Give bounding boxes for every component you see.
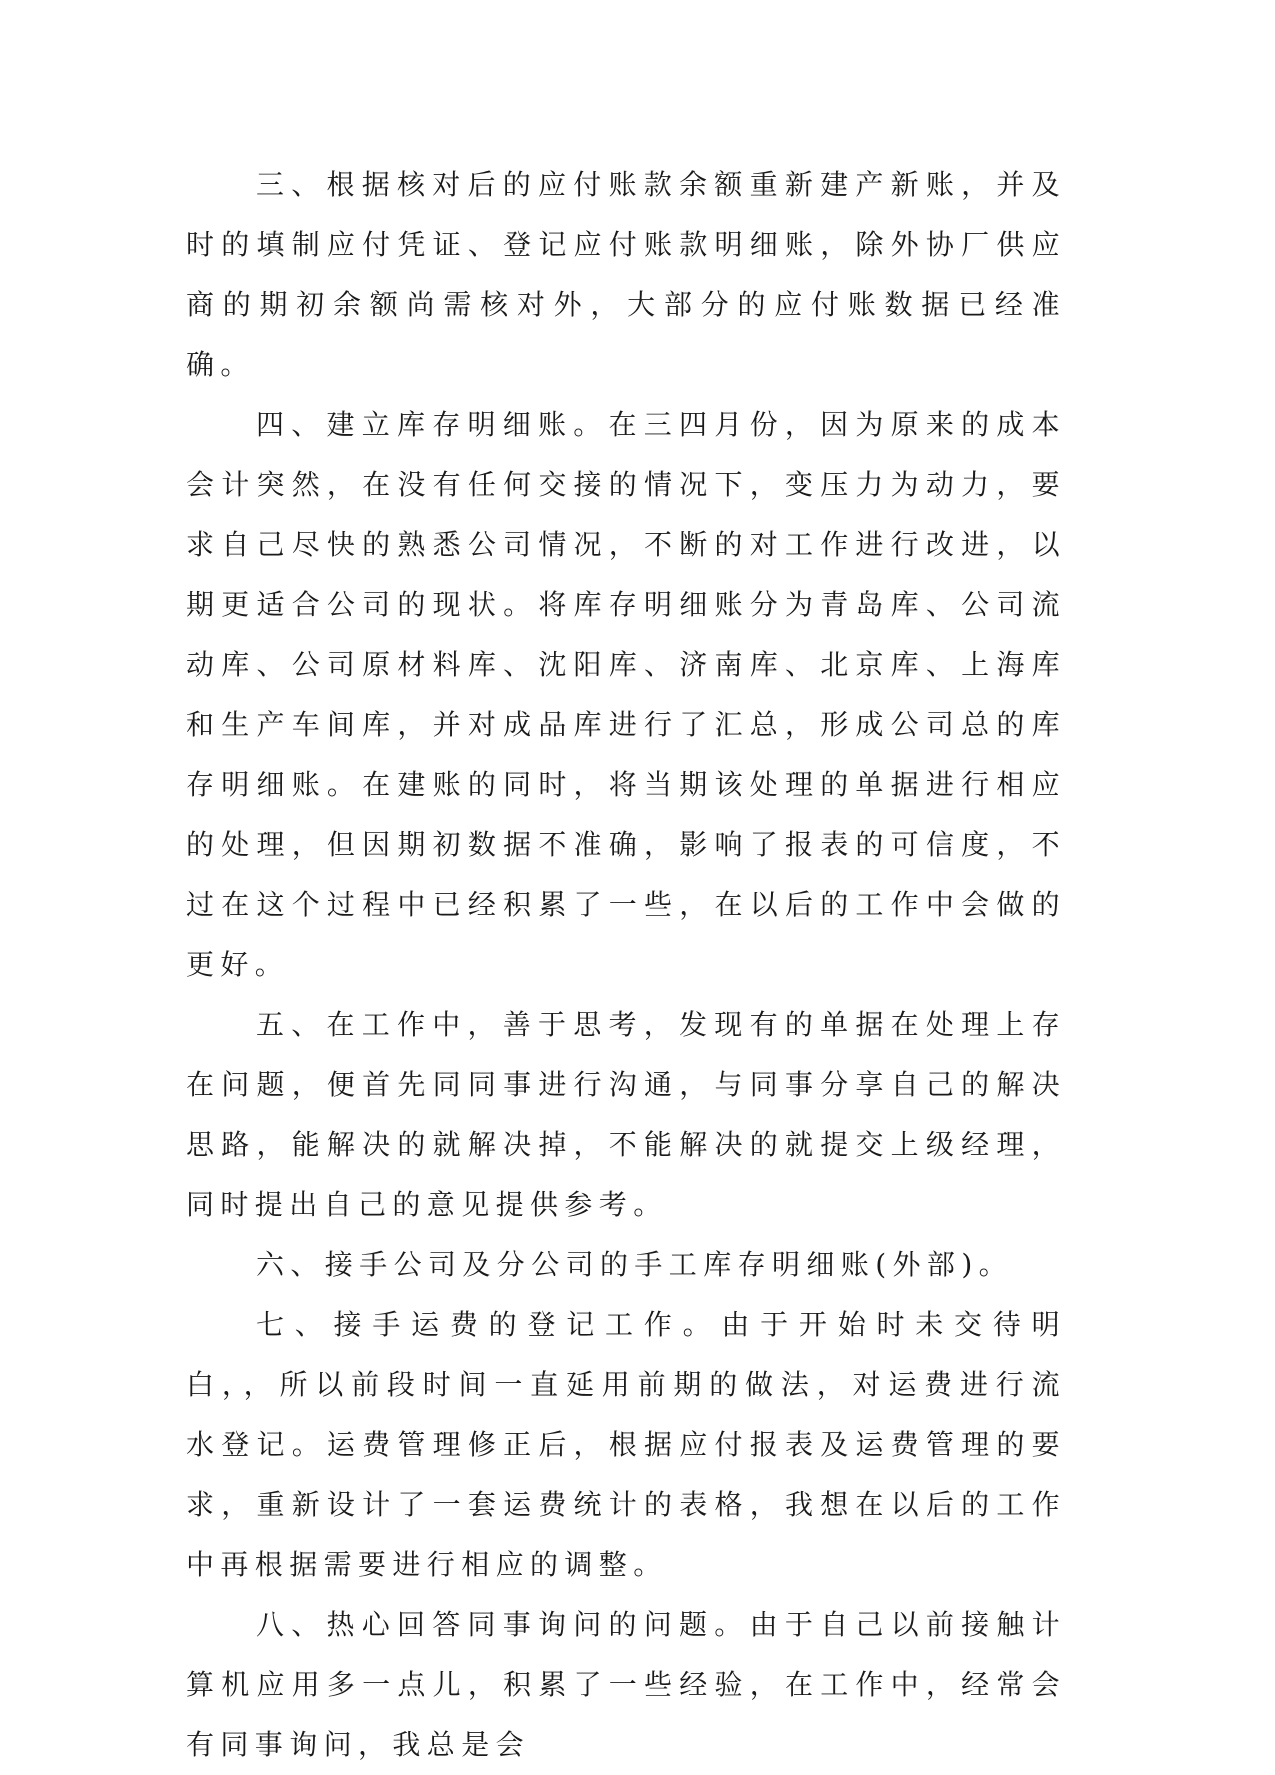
paragraph-6: 六、接手公司及分公司的手工库存明细账(外部)。: [256, 1248, 1014, 1281]
paragraph-7: 七、接手运费的登记工作。由于开始时未交待明白，，所以前段时间一直延用前期的做法，对运费进行流水登记。运费管理修正后，根据应付报表及运费管理的要求，重新设计了一套运费统计的表格，我想在以后的工作中再根据需要进行相应的调整。: [186, 1308, 1066, 1581]
paragraph-4: 四、建立库存明细账。在三四月份，因为原来的成本会计突然，在没有任何交接的情况下，变压力为动力，要求自己尽快的熟悉公司情况，不断的对工作进行改进，以期更适合公司的现状。将库存明细账分为青岛库、公司流动库、公司原材料库、沈阳库、济南库、北京库、上海库和生产车间库，并对成品库进行了汇总，形成公司总的库存明细账。在建账的同时，将当期该处理的单据进行相应的处理，但因期初数据不准确，影响了报表的可信度，不过在这个过程中已经积累了一些，在以后的工作中会做的更好。: [186, 408, 1066, 981]
paragraph-8: 八、热心回答同事询问的问题。由于自己以前接触计算机应用多一点儿，积累了一些经验，在工作中，经常会有同事询问，我总是会: [186, 1608, 1066, 1761]
paragraph-5: 五、在工作中，善于思考，发现有的单据在处理上存在问题，便首先同同事进行沟通，与同事分享自己的解决思路，能解决的就解决掉，不能解决的就提交上级经理，同时提出自己的意见提供参考。: [186, 1008, 1066, 1221]
document-body: [186, 155, 1066, 1775]
paragraph-3: 三、根据核对后的应付账款余额重新建产新账，并及时的填制应付凭证、登记应付账款明细账，除外协厂供应商的期初余额尚需核对外，大部分的应付账数据已经准确。: [186, 168, 1066, 381]
